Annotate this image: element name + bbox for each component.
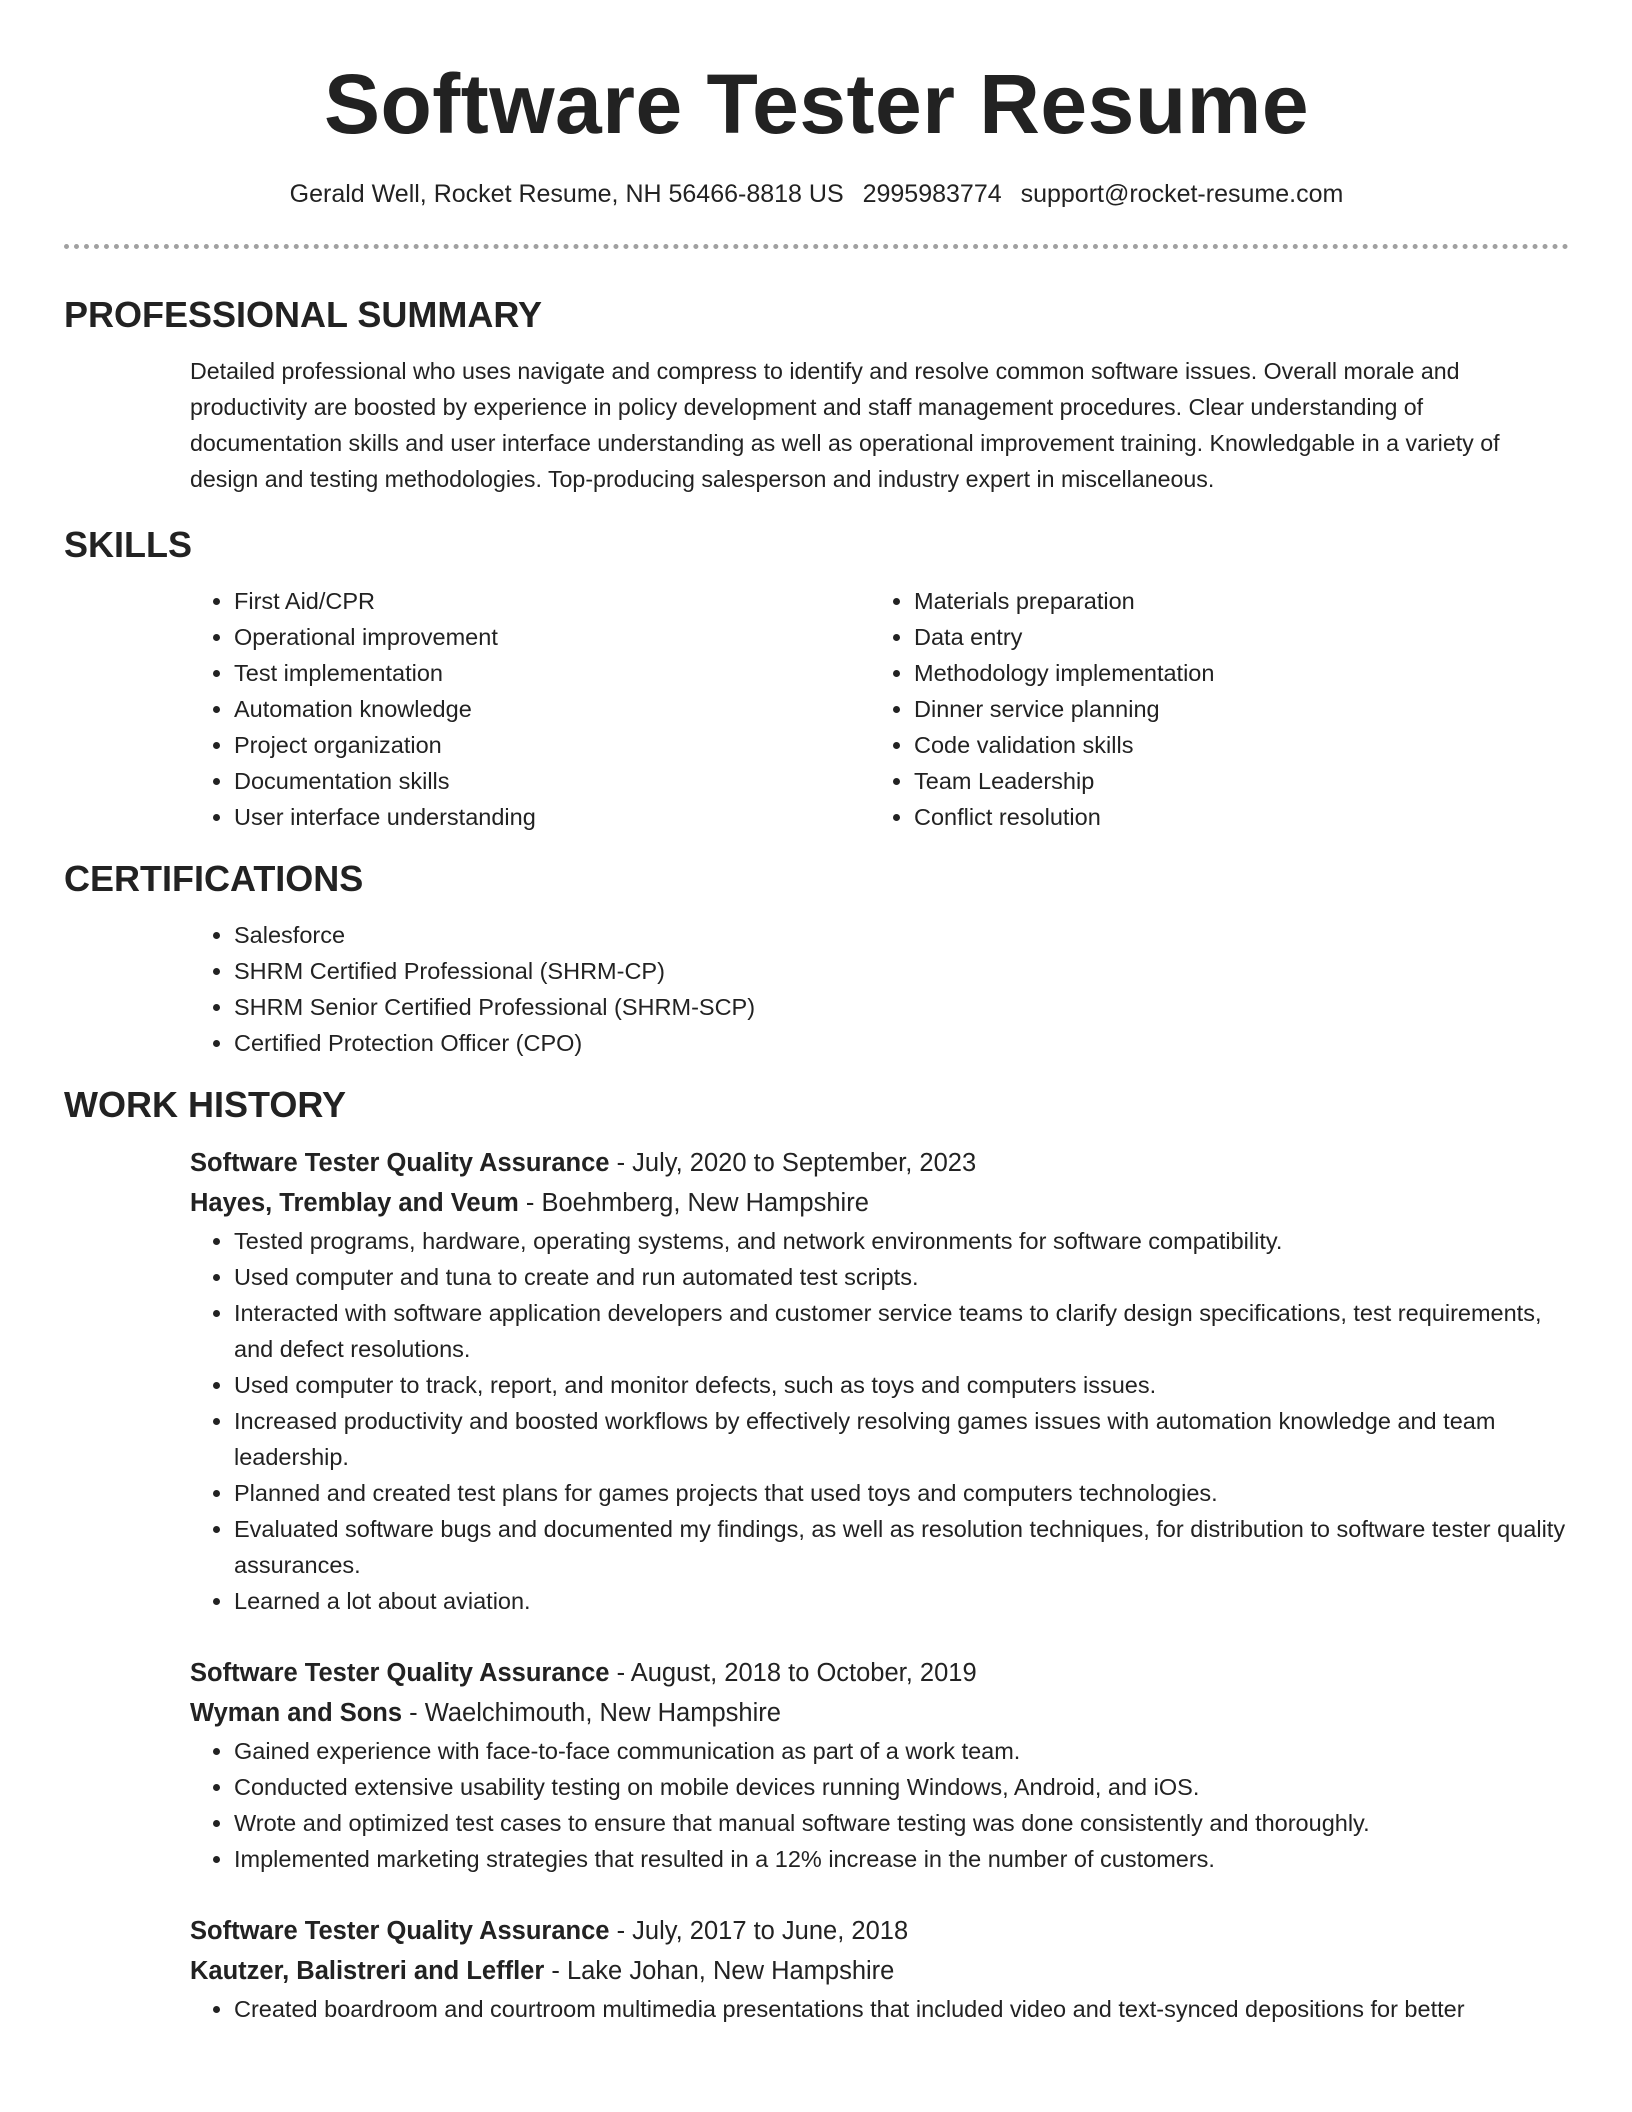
skill-item: • Conflict resolution bbox=[914, 799, 1550, 835]
skills-heading: SKILLS bbox=[64, 524, 193, 565]
job-title-line bbox=[190, 1143, 1569, 1183]
contact-phone: 2995983774 bbox=[862, 180, 1002, 208]
job-bullet: • Implemented marketing strategies that resulted in a 12% increase in the number of customers. bbox=[234, 1841, 1569, 1877]
certifications-heading: CERTIFICATIONS bbox=[64, 858, 364, 899]
skill-item: • User interface understanding bbox=[234, 799, 870, 835]
job-company-line bbox=[190, 1183, 1569, 1223]
work-history-heading: WORK HISTORY bbox=[64, 1084, 347, 1125]
professional-summary-text: Detailed professional who uses navigate and compress to identify and resolve common software issues. Overall morale and productivity are boosted by experience in policy development and staff management procedures. Clear understanding of documentation skills and user interface understanding as well as operational improvement training. Knowledgable in a variety of design and testing methodologies. Top-producing salesperson and industry expert in miscellaneous. bbox=[190, 358, 1500, 492]
skills-list-left bbox=[190, 583, 870, 835]
professional-summary-heading: PROFESSIONAL SUMMARY bbox=[64, 294, 543, 335]
job-bullets bbox=[190, 1223, 1569, 1619]
skill-item: • Team Leadership bbox=[914, 763, 1550, 799]
job-bullet: • Wrote and optimized test cases to ensure that manual software testing was done consistently and thoroughly. bbox=[234, 1805, 1569, 1841]
skill-item: • Operational improvement bbox=[234, 619, 870, 655]
header-divider bbox=[64, 244, 1569, 249]
job-title: Software Tester Quality Assurance bbox=[190, 1149, 610, 1177]
job-bullet: • Used computer and tuna to create and run automated test scripts. bbox=[234, 1259, 1569, 1295]
skill-item: • Automation knowledge bbox=[234, 691, 870, 727]
skills-column-right bbox=[870, 583, 1550, 835]
certification-item: • Salesforce bbox=[234, 917, 1569, 953]
job-title: Software Tester Quality Assurance bbox=[190, 1917, 610, 1945]
job-bullets bbox=[190, 1991, 1569, 2027]
certification-item: • Certified Protection Officer (CPO) bbox=[234, 1025, 1569, 1061]
work-history-section bbox=[64, 1083, 1569, 2027]
job-bullet: • Tested programs, hardware, operating systems, and network environments for software compatibility. bbox=[234, 1223, 1569, 1259]
job-company-line bbox=[190, 1693, 1569, 1733]
skill-item: • Methodology implementation bbox=[914, 655, 1550, 691]
certification-item: • SHRM Certified Professional (SHRM-CP) bbox=[234, 953, 1569, 989]
skill-item: • Materials preparation bbox=[914, 583, 1550, 619]
job-dates: - July, 2017 to June, 2018 bbox=[609, 1917, 909, 1945]
skills-grid bbox=[190, 583, 1569, 835]
job-title-line bbox=[190, 1653, 1569, 1693]
job-company-line bbox=[190, 1951, 1569, 1991]
resume-title: Software Tester Resume bbox=[323, 57, 1310, 151]
certifications-list bbox=[190, 917, 1569, 1061]
job-bullet: • Used computer to track, report, and monitor defects, such as toys and computers issues. bbox=[234, 1367, 1569, 1403]
job-bullet: • Created boardroom and courtroom multimedia presentations that included video and text-synced depositions for better bbox=[234, 1991, 1569, 2027]
job-location: - Boehmberg, New Hampshire bbox=[518, 1189, 869, 1217]
resume-page bbox=[64, 0, 1569, 2112]
job-bullet: • Increased productivity and boosted workflows by effectively resolving games issues with automation knowledge and team leadership. bbox=[234, 1403, 1569, 1475]
job-bullet: • Planned and created test plans for games projects that used toys and computers technologies. bbox=[234, 1475, 1569, 1511]
job-bullets bbox=[190, 1733, 1569, 1877]
skill-item: • First Aid/CPR bbox=[234, 583, 870, 619]
job-location: - Lake Johan, New Hampshire bbox=[544, 1957, 895, 1985]
skills-section bbox=[64, 523, 1569, 835]
skill-item: • Data entry bbox=[914, 619, 1550, 655]
job-title: Software Tester Quality Assurance bbox=[190, 1659, 610, 1687]
certification-item: • SHRM Senior Certified Professional (SHRM-SCP) bbox=[234, 989, 1569, 1025]
contact-email[interactable]: support@rocket-resume.com bbox=[1020, 180, 1344, 208]
job-location: - Waelchimouth, New Hampshire bbox=[402, 1699, 781, 1727]
certifications-body bbox=[190, 917, 1569, 1061]
skill-item: • Project organization bbox=[234, 727, 870, 763]
job-company: Wyman and Sons bbox=[190, 1699, 403, 1727]
job-company: Hayes, Tremblay and Veum bbox=[190, 1189, 519, 1217]
job-title-line bbox=[190, 1911, 1569, 1951]
job-dates: - July, 2020 to September, 2023 bbox=[609, 1149, 977, 1177]
job-entry bbox=[190, 1143, 1569, 1619]
job-bullet: • Interacted with software application developers and customer service teams to clarify design specifications, test requirements, and defect resolutions. bbox=[234, 1295, 1569, 1367]
skill-item: • Code validation skills bbox=[914, 727, 1550, 763]
job-dates: - August, 2018 to October, 2019 bbox=[609, 1659, 977, 1687]
job-bullet: • Learned a lot about aviation. bbox=[234, 1583, 1569, 1619]
contact-line bbox=[64, 178, 1569, 210]
skills-column-left bbox=[190, 583, 870, 835]
contact-address: Gerald Well, Rocket Resume, NH 56466-8818 US bbox=[289, 180, 844, 208]
job-bullet: • Conducted extensive usability testing on mobile devices running Windows, Android, and iOS. bbox=[234, 1769, 1569, 1805]
job-bullet: • Gained experience with face-to-face communication as part of a work team. bbox=[234, 1733, 1569, 1769]
certifications-section bbox=[64, 857, 1569, 1061]
job-bullet: • Evaluated software bugs and documented my findings, as well as resolution techniques, for distribution to software tester quality assurances. bbox=[234, 1511, 1569, 1583]
skill-item: • Documentation skills bbox=[234, 763, 870, 799]
work-history-jobs bbox=[190, 1143, 1569, 2027]
job-entry bbox=[190, 1911, 1569, 2027]
skill-item: • Dinner service planning bbox=[914, 691, 1550, 727]
skill-item: • Test implementation bbox=[234, 655, 870, 691]
job-entry bbox=[190, 1653, 1569, 1877]
professional-summary-section bbox=[64, 293, 1569, 497]
skills-list-right bbox=[870, 583, 1550, 835]
job-company: Kautzer, Balistreri and Leffler bbox=[190, 1957, 545, 1985]
